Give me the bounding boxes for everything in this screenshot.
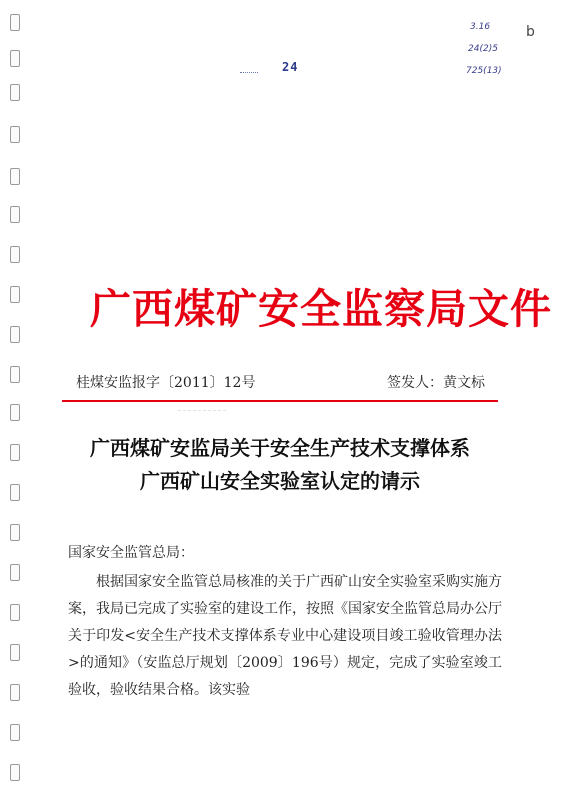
binding-hole: [10, 564, 20, 581]
binding-hole: [10, 644, 20, 661]
corner-mark: b: [526, 24, 535, 40]
signer-label: 签发人：: [387, 375, 443, 391]
subject-line-2: 广西矿山安全实验室认定的请示: [140, 469, 420, 493]
body-paragraph: 根据国家安全监管总局核准的关于广西矿山安全实验室采购实施方案，我局已完成了实验室的建设工作，按照《国家安全监管总局办公厅关于印发<安全生产技术支撑体系专业中心建设项目竣工验收管理办法>的通知》（安监总厅规划〔2009〕196号）规定，完成了实验室竣工验收，验收结果合格。该实验: [68, 574, 502, 698]
binding-hole: [10, 168, 20, 185]
signer-name: 黄文标: [443, 375, 485, 391]
document-masthead: 广西煤矿安全监察局文件: [90, 285, 552, 333]
binding-hole: [10, 246, 20, 263]
binding-hole: [10, 684, 20, 701]
binding-hole: [10, 724, 20, 741]
binding-hole: [10, 50, 20, 67]
document-subject: [60, 432, 500, 498]
binding-hole: [10, 764, 20, 781]
binding-hole: [10, 604, 20, 621]
page-number-dots: [240, 64, 258, 73]
binding-hole: [10, 404, 20, 421]
body-text: [68, 569, 502, 704]
handwritten-note: 24(2)5: [468, 44, 498, 54]
binding-hole: [10, 206, 20, 223]
subject-line-1: 广西煤矿安监局关于安全生产技术支撑体系: [90, 436, 470, 460]
signer: [387, 372, 485, 392]
binding-hole: [10, 286, 20, 303]
binding-hole: [10, 444, 20, 461]
page-number: 24: [282, 60, 299, 74]
binding-hole: [10, 524, 20, 541]
document-number: 桂煤安监报字〔2011〕12号: [76, 375, 256, 391]
binding-hole: [10, 366, 20, 383]
binding-hole: [10, 84, 20, 101]
binding-holes: [8, 0, 22, 800]
binding-hole: [10, 484, 20, 501]
faint-stamp: [178, 398, 226, 411]
handwritten-note: 3.16: [470, 22, 491, 32]
binding-hole: [10, 14, 20, 31]
handwritten-note: 725(13): [466, 66, 502, 76]
addressee: 国家安全监管总局：: [68, 545, 194, 561]
binding-hole: [10, 326, 20, 343]
red-divider-line: [62, 400, 498, 402]
binding-hole: [10, 126, 20, 143]
